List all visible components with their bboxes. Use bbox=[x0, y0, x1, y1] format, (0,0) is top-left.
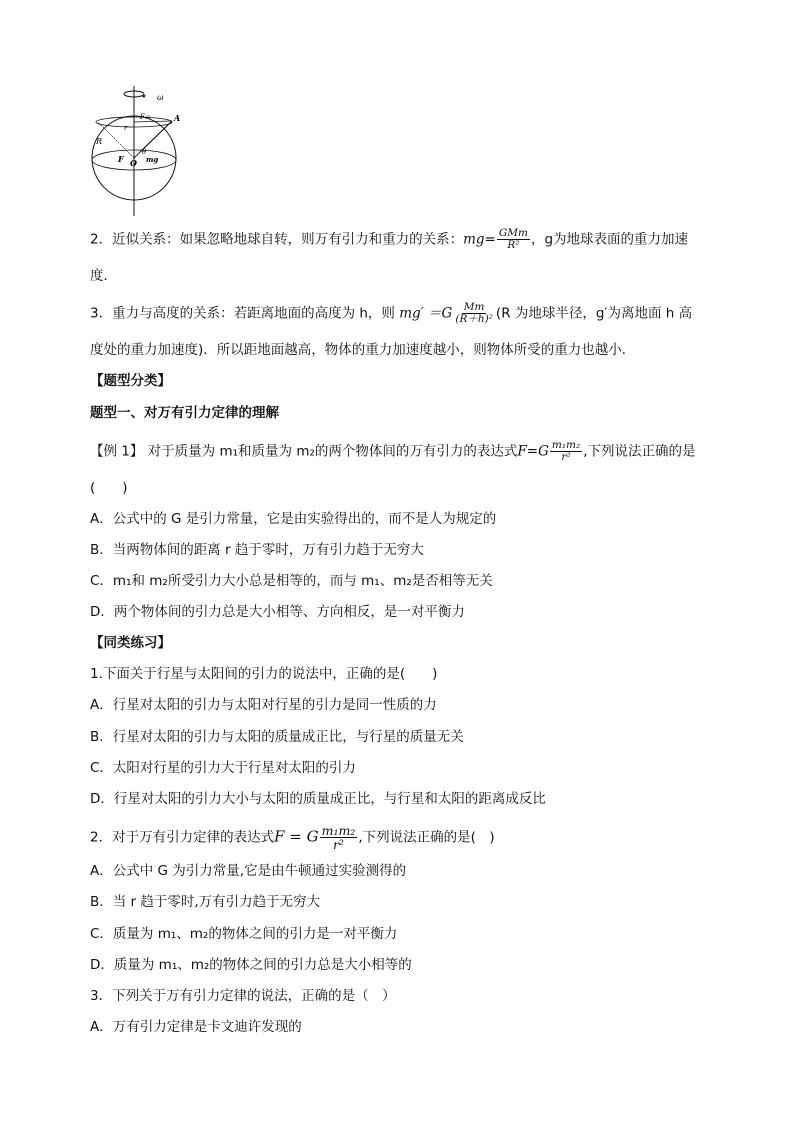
example1-paren: ( ) bbox=[90, 480, 128, 496]
q2-option-a: A．公式中 G 为引力常量,它是由牛顿通过实验测得的 bbox=[90, 863, 407, 879]
diagram-svg bbox=[88, 84, 188, 218]
q2-formula-lhs: F = G bbox=[274, 827, 319, 846]
item3-den: (R＋h)² bbox=[455, 313, 493, 325]
item3-text-b: (R 为地球半径，g′为离地面 h 高 bbox=[495, 305, 693, 322]
q2-stem bbox=[90, 824, 495, 851]
section-heading-type1: 题型一、对万有引力定律的理解 bbox=[90, 405, 279, 421]
q2-fraction bbox=[320, 824, 358, 851]
mg-label: mg bbox=[146, 155, 159, 164]
earth-rotation-diagram bbox=[88, 84, 188, 218]
q3-option-a: A．万有引力定律是卡文迪许发现的 bbox=[90, 1019, 302, 1035]
f-label: F bbox=[118, 154, 124, 164]
example1-option-a: A．公式中的 G 是引力常量，它是由实验得出的，而不是人为规定的 bbox=[90, 511, 497, 527]
item3-line1 bbox=[90, 302, 692, 325]
example1-text-b: ,下列说法正确的是 bbox=[583, 443, 696, 460]
q1-stem: 1.下面关于行星与太阳间的引力的说法中，正确的是( ) bbox=[90, 666, 438, 682]
q2-text-a: 2．对于万有引力定律的表达式 bbox=[90, 829, 275, 846]
item2-text-a: 2．近似关系：如果忽略地球自转，则万有引力和重力的关系： bbox=[90, 231, 464, 248]
item2-num: GMm bbox=[498, 227, 528, 239]
example1-fraction bbox=[550, 440, 582, 463]
q2-num: m₁m₂ bbox=[321, 823, 356, 838]
item2-mg: mg bbox=[463, 231, 485, 248]
example1-stem bbox=[90, 440, 696, 463]
q2-den: r² bbox=[332, 837, 344, 852]
example1-option-d: D．两个物体间的引力总是大小相等、方向相反，是一对平衡力 bbox=[90, 604, 465, 620]
q1-option-c: C．太阳对行星的引力大于行星对太阳的引力 bbox=[90, 760, 356, 776]
q2-option-c: C．质量为 m₁、m₂的物体之间的引力是一对平衡力 bbox=[90, 926, 398, 942]
radius-line-left bbox=[98, 122, 134, 158]
q2-option-d: D．质量为 m₁、m₂的物体之间的引力总是大小相等的 bbox=[90, 957, 412, 973]
item3-eq: ＝G bbox=[428, 305, 453, 322]
item2-den: R² bbox=[507, 239, 520, 251]
item2-line2: 度． bbox=[90, 268, 117, 284]
item2-text-b: ，g为地球表面的重力加速 bbox=[530, 231, 689, 248]
omega-label: ω bbox=[157, 93, 164, 102]
item3-line2: 度处的重力加速度)．所以距地面越高，物体的重力加速度越小，则物体所受的重力也越小． bbox=[90, 342, 636, 358]
item3-mg: mg′ bbox=[399, 305, 424, 322]
section-heading-practice: 【同类练习】 bbox=[90, 635, 171, 651]
example1-num: m₁m₂ bbox=[551, 439, 581, 451]
item3-num: Mm bbox=[463, 301, 485, 313]
o-label: O bbox=[130, 158, 137, 168]
r-line bbox=[134, 121, 172, 122]
q3-stem: 3．下列关于万有引力定律的说法，正确的是（ ） bbox=[90, 988, 396, 1004]
r-label: r bbox=[124, 124, 128, 132]
item2-fraction bbox=[497, 228, 530, 251]
example1-option-c: C．m₁和 m₂所受引力大小总是相等的，而与 m₁、m₂是否相等无关 bbox=[90, 573, 493, 589]
item3-text-a: 3．重力与高度的关系：若距离地面的高度为 h，则 bbox=[90, 305, 395, 322]
q1-option-b: B．行星对太阳的引力与太阳的质量成正比，与行星的质量无关 bbox=[90, 729, 464, 745]
q2-text-b: ,下列说法正确的是( ) bbox=[358, 829, 495, 846]
example1-option-b: B．当两物体间的距离 r 趋于零时，万有引力趋于无穷大 bbox=[90, 542, 424, 558]
section-heading-types: 【题型分类】 bbox=[90, 373, 171, 389]
item2-eq: = bbox=[484, 231, 496, 248]
q1-option-d: D．行星对太阳的引力大小与太阳的质量成正比，与行星和太阳的距离成反比 bbox=[90, 791, 546, 807]
big-r-label: R bbox=[96, 137, 103, 146]
theta-label: θ bbox=[142, 148, 147, 156]
example1-den: r² bbox=[561, 451, 571, 463]
example1-text-a: 【例 1】 对于质量为 m₁和质量为 m₂的两个物体间的万有引力的表达式 bbox=[90, 443, 518, 460]
item3-fraction bbox=[453, 302, 495, 325]
item2-line1 bbox=[90, 228, 688, 251]
a-label: A bbox=[174, 113, 181, 123]
example1-formula-lhs: F=G bbox=[517, 443, 549, 460]
f-xiang-label: F向 bbox=[140, 113, 150, 121]
q1-option-a: A．行星对太阳的引力与太阳对行星的引力是同一性质的力 bbox=[90, 697, 437, 713]
q2-option-b: B．当 r 趋于零时,万有引力趋于无穷大 bbox=[90, 894, 321, 910]
